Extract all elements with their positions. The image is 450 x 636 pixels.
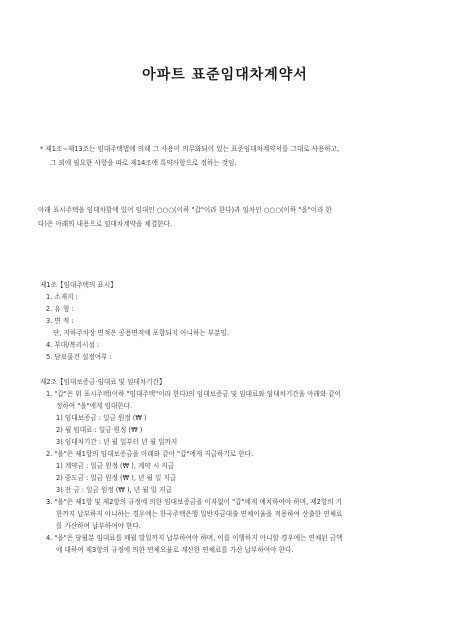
article1-heading: 제1조【임대주택의 표시】 <box>40 281 117 289</box>
article2-p1-row: 3) 임대차기간 : 년 월 일부터 년 월 일까지 <box>56 438 178 446</box>
article2-p1-line: 1. "갑"은 위 표시주택(이하 "임대주택"이라 한다)의 임대보증금 및 임대료와 임대차기간을 아래와 같이 <box>46 390 342 398</box>
article2-p4-line: 4. "을"은 당월분 임대료를 매월 말일까지 납부하여야 하며, 이를 이행하지 아니할 경우에는 연체된 금액 <box>46 534 343 542</box>
intro-line-2: 다)은 아래의 내용으로 임대차계약을 체결한다. <box>38 220 173 228</box>
article2-p3-line: 를 가산하여 납부하여야 한다. <box>56 522 141 530</box>
article2-p3-line: 한까지 납부하지 아니하는 경우에는 한국주택은행 일반자금대출 연체이율을 적용하여 산출한 연체료 <box>56 510 343 518</box>
article1-item: 2. 유 형 : <box>46 305 74 313</box>
notice-line-1: * 제1조∼제13조는 임대주택법에 의해 그 사용이 의무화되어 있는 표준임대차계약서를 그대로 사용하고, <box>40 145 340 153</box>
intro-line-1: 아래 표시주택을 임대차함에 있어 임대인 ○○○(이하 "갑"이라 한다)과 임차인 ○○○(이하 "을"이라 한 <box>38 206 332 214</box>
article2-p2-row: 3) 잔 금 : 일금 원정 (₩ ), 년 월 일 지급 <box>56 486 172 494</box>
article1-item: 4. 부대/복리시설 : <box>46 341 100 349</box>
document-title: 아파트 표준임대차계약서 <box>142 67 308 83</box>
article2-p3-line: 3. "을"은 제1항 및 제2항의 규정에 의한 임대보증금을 이자없이 "갑"에게 예치하여야 하며, 제2항의 기 <box>46 498 343 506</box>
article1-item: 5. 담보물건 설정여부 : <box>46 353 112 361</box>
article2-p2-line: 2. "을"은 제1항의 임대보증금을 아래와 같이 "갑"에게 지급하기로 한다. <box>46 450 254 458</box>
article1-note: 단, 지하주차장 면적은 공용면적에 포함되지 아니하는 부분임. <box>53 329 230 337</box>
notice-line-2: 그 외에 필요한 사항을 따로 제14조에 특약사항으로 정하는 것임. <box>50 159 237 167</box>
article2-p2-row: 2) 중도금 : 일금 원정 (₩ ), 년 월 일 지급 <box>56 474 177 482</box>
article2-p1-row: 1) 임대보증금 : 일금 원정 (₩ ) <box>56 414 147 422</box>
article2-p1-row: 2) 월 임대료 : 일금 원정 (₩ ) <box>56 426 143 434</box>
article1-item: 1. 소재지 : <box>46 293 78 301</box>
article2-p1-line: 정하여 "을"에게 임대한다. <box>56 402 133 410</box>
article2-heading: 제2조【임대보증금·임대료 및 임대차기간】 <box>40 378 166 386</box>
article2-p2-row: 1) 계약금 : 일금 원정 (₩ ), 계약 시 지급 <box>56 462 175 470</box>
article2-p4-line: 에 대하여 제3항의 규정에 의한 연체요율로 계산한 연체료를 가산 납부하여야 한다. <box>56 546 294 554</box>
article1-item: 3. 면 적 : <box>46 317 74 325</box>
